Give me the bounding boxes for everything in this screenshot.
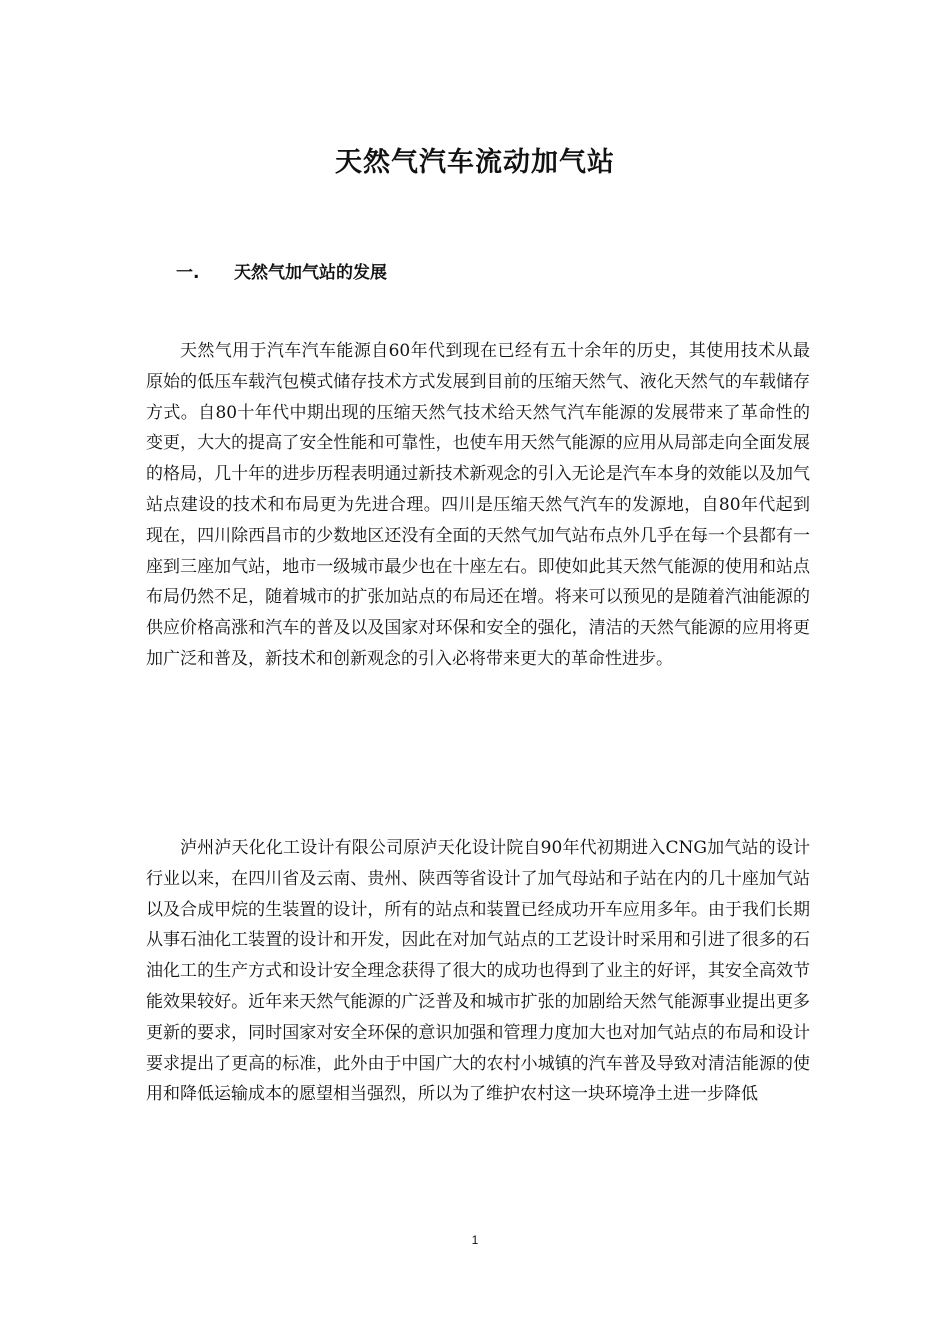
body-paragraph: 泸州泸天化化工设计有限公司原泸天化设计院自90年代初期进入CNG加气站的设计行业以来，在四川省及云南、贵州、陕西等省设计了加气母站和子站在内的几十座加气站以及合成甲烷的生装置的设计，所有的站点和装置已经成功开车应用多年。由于我们长期从事石油化工装置的设计和开发，因此在对加气站点的工艺设计时采用和引进了很多的石油化工的生产方式和设计安全理念获得了很大的成功也得到了业主的好评，其安全高效节能效果较好。近年来天然气能源的广泛普及和城市扩张的加剧给天然气能源事业提出更多更新的要求，同时国家对安全环保的意识加强和管理力度加大也对加气站点的布局和设计要求提出了更高的标准，此外由于中国广大的农村小城镇的汽车普及导致对清洁能源的使用和降低运输成本的愿望相当强烈，所以为了维护农村这一块环境净土进一步降低 <box>146 838 810 1105</box>
page-number: 1 <box>471 1233 479 1247</box>
section-number: 一. <box>176 263 200 283</box>
body-paragraph-2-block <box>146 833 810 1110</box>
section-heading-text: 天然气加气站的发展 <box>234 263 387 283</box>
section-heading <box>176 258 387 283</box>
document-title: 天然气汽车流动加气站 <box>335 147 615 178</box>
body-paragraph-1-block <box>146 336 810 675</box>
body-paragraph: 天然气用于汽车汽车能源自60年代到现在已经有五十余年的历史，其使用技术从最原始的低压车载汽包模式储存技术方式发展到目前的压缩天然气、液化天然气的车载储存方式。自80十年代中期出现的压缩天然气技术给天然气汽车能源的发展带来了革命性的变更，大大的提高了安全性能和可靠性，也使车用天然气能源的应用从局部走向全面发展的格局，几十年的进步历程表明通过新技术新观念的引入无论是汽车本身的效能以及加气站点建设的技术和布局更为先进合理。四川是压缩天然气汽车的发源地，自80年代起到现在，四川除西昌市的少数地区还没有全面的天然气加气站布点外几乎在每一个县都有一座到三座加气站，地市一级城市最少也在十座左右。即使如此其天然气能源的使用和站点布局仍然不足，随着城市的扩张加站点的布局还在增。将来可以预见的是随着汽油能源的供应价格高涨和汽车的普及以及国家对环保和安全的强化，清洁的天然气能源的应用将更加广泛和普及，新技术和创新观念的引入必将带来更大的革命性进步。 <box>146 341 810 669</box>
